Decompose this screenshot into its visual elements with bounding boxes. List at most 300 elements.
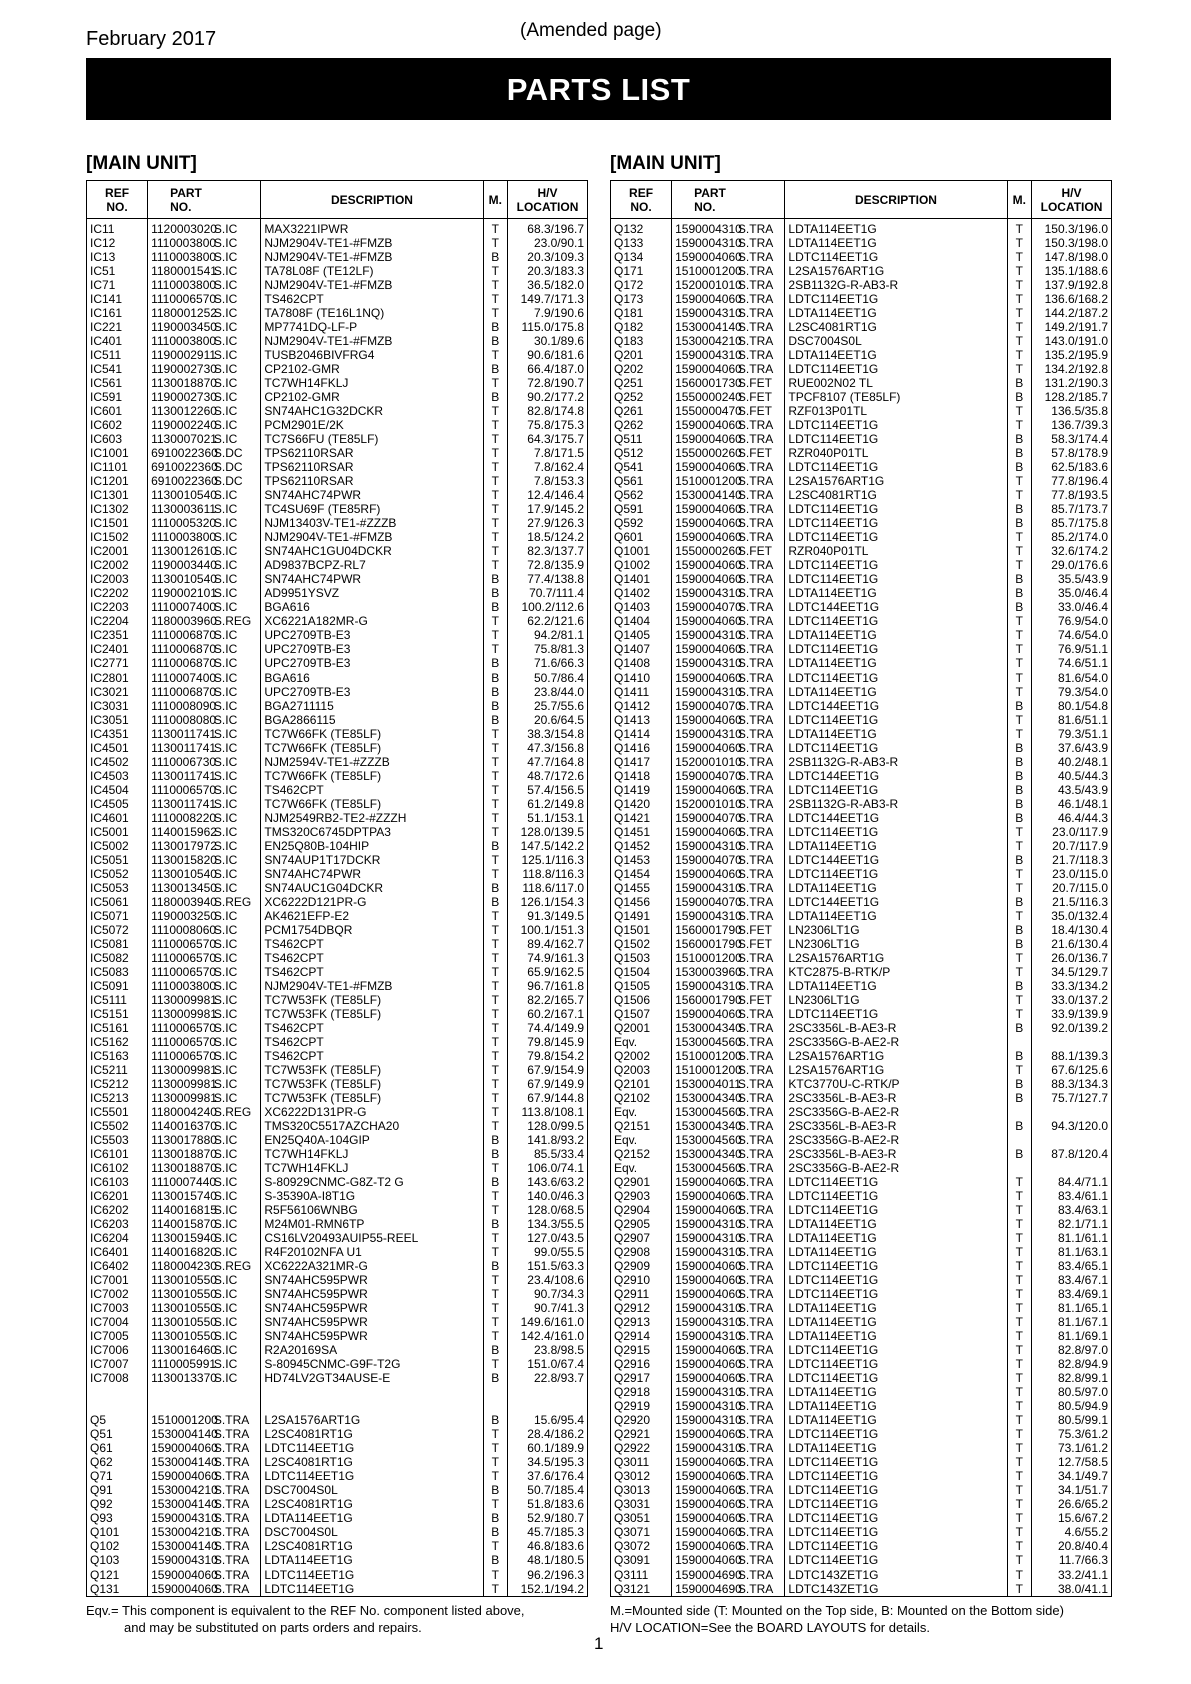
cell-loc: 81.6/54.0 [1032, 671, 1112, 685]
cell-loc: 60.1/189.9 [508, 1441, 588, 1455]
table-row [87, 1077, 588, 1091]
cell-part: 1590004060 [672, 1273, 735, 1287]
table-row [87, 404, 588, 418]
cell-part: 1110007440 [148, 1175, 211, 1189]
cell-m: T [483, 278, 507, 292]
cell-desc: LDTA114EET1G [785, 881, 1007, 895]
table-row [611, 1245, 1112, 1259]
cell-part: 1190003450 [148, 320, 211, 334]
cell-ref: IC7003 [87, 1301, 148, 1315]
cell-loc: 81.6/51.1 [1032, 713, 1112, 727]
cell-part: 1530004340 [672, 1021, 735, 1035]
table-row [87, 656, 588, 670]
table-row [87, 881, 588, 895]
cell-part: 1590004070 [672, 699, 735, 713]
cell-loc: 82.8/97.0 [1032, 1343, 1112, 1357]
eqv-note [86, 1602, 525, 1636]
cell-desc: LDTC114EET1G [785, 1469, 1007, 1483]
cell-part: 1590004060 [672, 1497, 735, 1511]
cell-part: 1110006570 [148, 937, 211, 951]
cell-desc: DSC7004S0L [261, 1525, 483, 1539]
cell-ref: Q1416 [611, 741, 672, 755]
table-row [611, 586, 1112, 600]
cell-desc: TC7WH14FKLJ [261, 376, 483, 390]
table-row [87, 671, 588, 685]
cell-loc: 82.3/137.7 [508, 544, 588, 558]
cell-type: S.IC [211, 671, 261, 685]
cell-part: 1180004230 [148, 1259, 211, 1273]
cell-desc: LDTC114EET1G [785, 558, 1007, 572]
cell-part: 1590004060 [672, 1189, 735, 1203]
cell-loc: 40.2/48.1 [1032, 755, 1112, 769]
table-row [87, 1343, 588, 1357]
cell-m: T [483, 993, 507, 1007]
cell-loc: 82.1/71.1 [1032, 1217, 1112, 1231]
cell-part: 1590004070 [672, 895, 735, 909]
cell-desc: TC7W66FK (TE85LF) [261, 741, 483, 755]
cell-ref: Q1507 [611, 1007, 672, 1021]
cell-type: S.TRA [735, 909, 785, 923]
cell-ref: IC2002 [87, 558, 148, 572]
cell-loc: 83.4/61.1 [1032, 1189, 1112, 1203]
cell-desc: LDTC144EET1G [785, 699, 1007, 713]
cell-ref: IC2003 [87, 572, 148, 586]
cell-loc: 75.7/127.7 [1032, 1091, 1112, 1105]
cell-type: S.TRA [211, 1511, 261, 1525]
cell-m: B [1007, 783, 1031, 797]
cell-part: 1590004310 [672, 1315, 735, 1329]
cell-part: 1590004060 [148, 1568, 211, 1582]
cell-loc: 74.6/51.1 [1032, 656, 1112, 670]
table-row [611, 488, 1112, 502]
cell-type: S.TRA [735, 236, 785, 250]
cell-part: 1510001200 [672, 1063, 735, 1077]
cell-desc: TC7S66FU (TE85LF) [261, 432, 483, 446]
cell-type: S.FET [735, 993, 785, 1007]
cell-part: 1130013370 [148, 1371, 211, 1385]
cell-part: 1590004060 [672, 1343, 735, 1357]
table-row [611, 965, 1112, 979]
cell-ref: IC7007 [87, 1357, 148, 1371]
table-row [611, 362, 1112, 376]
cell-desc: XC6222D131PR-G [261, 1105, 483, 1119]
cell-loc: 7.8/171.5 [508, 446, 588, 460]
table-row [611, 320, 1112, 334]
cell-m: B [483, 1511, 507, 1525]
cell-part: 1110008080 [148, 713, 211, 727]
cell-loc: 25.7/55.6 [508, 699, 588, 713]
table-row [611, 264, 1112, 278]
cell-part: 1130010550 [148, 1329, 211, 1343]
cell-m: B [1007, 923, 1031, 937]
cell-part: 1130009981 [148, 1063, 211, 1077]
cell-m: T [1007, 264, 1031, 278]
cell-part: 1590004060 [672, 741, 735, 755]
cell-part: 1190003250 [148, 909, 211, 923]
cell-type: S.TRA [735, 1582, 785, 1597]
cell-desc: NJM2904V-TE1-#FMZB [261, 236, 483, 250]
cell-part: 1590004310 [672, 979, 735, 993]
cell-m: T [483, 811, 507, 825]
cell-ref: IC5213 [87, 1091, 148, 1105]
cell-m: B [483, 881, 507, 895]
cell-part: 1590004060 [672, 502, 735, 516]
cell-type: S.REG [211, 1105, 261, 1119]
cell-desc: LDTA114EET1G [261, 1511, 483, 1525]
table-row [87, 1119, 588, 1133]
cell-loc: 142.4/161.0 [508, 1329, 588, 1343]
cell-part: 1590004310 [672, 219, 735, 237]
cell-ref: Eqv. [611, 1105, 672, 1119]
eqv-note-line2: and may be substituted on parts orders and repairs. [124, 1620, 422, 1635]
cell-part: 1530004140 [672, 320, 735, 334]
table-row [611, 1427, 1112, 1441]
cell-loc: 83.4/69.1 [1032, 1287, 1112, 1301]
table-row [611, 1329, 1112, 1343]
cell-loc: 33.2/41.1 [1032, 1568, 1112, 1582]
table-row [611, 1147, 1112, 1161]
cell-m: T [1007, 530, 1031, 544]
table-row [611, 1483, 1112, 1497]
cell-m: T [1007, 1511, 1031, 1525]
cell-desc: LDTC114EET1G [785, 1427, 1007, 1441]
table-row [611, 909, 1112, 923]
table-row [611, 1203, 1112, 1217]
cell-ref: Q92 [87, 1497, 148, 1511]
cell-type: S.TRA [735, 572, 785, 586]
cell-ref: IC5211 [87, 1063, 148, 1077]
cell-ref: Q561 [611, 474, 672, 488]
cell-m: T [1007, 1483, 1031, 1497]
table-row [611, 1231, 1112, 1245]
table-row [87, 642, 588, 656]
cell-loc: 118.6/117.0 [508, 881, 588, 895]
cell-m: T [483, 979, 507, 993]
cell-loc: 149.6/161.0 [508, 1315, 588, 1329]
cell-type: S.TRA [735, 306, 785, 320]
cell-m: B [483, 656, 507, 670]
cell-loc: 46.8/183.6 [508, 1539, 588, 1553]
cell-loc: 82.2/165.7 [508, 993, 588, 1007]
cell-type: S.FET [735, 446, 785, 460]
cell-ref: IC1302 [87, 502, 148, 516]
cell-ref: Q2909 [611, 1259, 672, 1273]
cell-part: 1180001252 [148, 306, 211, 320]
table-row [87, 1357, 588, 1371]
cell-loc: 74.4/149.9 [508, 1021, 588, 1035]
cell-loc: 33.0/46.4 [1032, 600, 1112, 614]
cell-loc: 70.7/111.4 [508, 586, 588, 600]
cell-ref: IC591 [87, 390, 148, 404]
cell-loc: 88.1/139.3 [1032, 1049, 1112, 1063]
cell-m: T [483, 1189, 507, 1203]
cell-ref: IC561 [87, 376, 148, 390]
cell-desc: LDTC114EET1G [785, 1525, 1007, 1539]
table-row [87, 839, 588, 853]
cell-loc: 40.5/44.3 [1032, 769, 1112, 783]
cell-m: T [1007, 685, 1031, 699]
cell-type: S.IC [211, 1371, 261, 1385]
cell-m: T [1007, 1455, 1031, 1469]
cell-m: T [483, 755, 507, 769]
cell-ref: Q3051 [611, 1511, 672, 1525]
cell-part: 1590004060 [148, 1441, 211, 1455]
table-row [87, 278, 588, 292]
cell-type: S.TRA [735, 362, 785, 376]
cell-loc: 150.3/198.0 [1032, 236, 1112, 250]
cell-ref: IC5503 [87, 1133, 148, 1147]
cell-type: S.IC [211, 853, 261, 867]
cell-m: B [1007, 586, 1031, 600]
cell-desc: TPS62110RSAR [261, 446, 483, 460]
cell-desc: LDTC114EET1G [785, 1455, 1007, 1469]
cell-desc: SN74AHC74PWR [261, 572, 483, 586]
cell-ref: IC5212 [87, 1077, 148, 1091]
table-row [87, 713, 588, 727]
cell-desc: 2SC3356L-B-AE3-R [785, 1147, 1007, 1161]
cell-m: T [483, 1077, 507, 1091]
cell-type: S.IC [211, 1357, 261, 1371]
cell-desc: S-80945CNMC-G9F-T2G [261, 1357, 483, 1371]
cell-loc: 141.8/93.2 [508, 1133, 588, 1147]
cell-loc: 150.3/196.0 [1032, 219, 1112, 237]
table-row [611, 1217, 1112, 1231]
cell-m: T [483, 558, 507, 572]
table-row [611, 656, 1112, 670]
cell-ref: IC5052 [87, 867, 148, 881]
cell-loc: 30.1/89.6 [508, 334, 588, 348]
cell-part: 1110003800 [148, 278, 211, 292]
cell-part: 1130010550 [148, 1273, 211, 1287]
cell-m [1007, 1035, 1031, 1049]
cell-ref: IC2351 [87, 628, 148, 642]
cell-ref: IC2204 [87, 614, 148, 628]
cell-ref: Q591 [611, 502, 672, 516]
cell-part: 1110007400 [148, 600, 211, 614]
cell-part: 1110006570 [148, 951, 211, 965]
cell-part: 1180003960 [148, 614, 211, 628]
cell-loc: 100.1/151.3 [508, 923, 588, 937]
cell-part: 1590004060 [672, 642, 735, 656]
table-row [87, 1189, 588, 1203]
cell-type: S.IC [211, 797, 261, 811]
cell-type: S.TRA [211, 1441, 261, 1455]
table-row [87, 446, 588, 460]
cell-loc: 20.3/109.3 [508, 250, 588, 264]
cell-type: S.FET [735, 544, 785, 558]
cell-m: T [1007, 1385, 1031, 1399]
cell-loc: 51.1/153.1 [508, 811, 588, 825]
cell-part: 1590004060 [672, 1427, 735, 1441]
page-number: 1 [594, 1634, 604, 1653]
cell-part: 1590004310 [672, 1385, 735, 1399]
table-row [87, 219, 588, 237]
cell-ref: Q1408 [611, 656, 672, 670]
cell-part: 1130012260 [148, 404, 211, 418]
cell-loc: 88.3/134.3 [1032, 1077, 1112, 1091]
cell-ref: IC1301 [87, 488, 148, 502]
cell-desc: L2SA1576ART1G [785, 1063, 1007, 1077]
cell-loc: 83.4/63.1 [1032, 1203, 1112, 1217]
cell-ref: IC13 [87, 250, 148, 264]
cell-loc: 143.6/63.2 [508, 1175, 588, 1189]
cell-loc: 27.9/126.3 [508, 516, 588, 530]
cell-type: S.IC [211, 1133, 261, 1147]
cell-type: S.TRA [735, 867, 785, 881]
cell-loc: 149.2/191.7 [1032, 320, 1112, 334]
cell-m: T [483, 769, 507, 783]
cell-type: S.IC [211, 376, 261, 390]
table-row [611, 1007, 1112, 1021]
cell-m: B [483, 671, 507, 685]
cell-ref: Q2921 [611, 1427, 672, 1441]
cell-loc: 113.8/108.1 [508, 1105, 588, 1119]
cell-part: 1130011741 [148, 769, 211, 783]
cell-desc: LDTC114EET1G [785, 516, 1007, 530]
table-row [611, 1105, 1112, 1119]
page-title: PARTS LIST [86, 58, 1111, 120]
cell-loc [508, 1399, 588, 1413]
cell-part: 1590004060 [672, 614, 735, 628]
cell-loc: 115.0/175.8 [508, 320, 588, 334]
cell-loc: 34.5/195.3 [508, 1455, 588, 1469]
cell-desc: AK4621EFP-E2 [261, 909, 483, 923]
cell-type: S.TRA [735, 1553, 785, 1567]
cell-loc: 36.5/182.0 [508, 278, 588, 292]
table-row [87, 264, 588, 278]
table-row [611, 1049, 1112, 1063]
description-header: DESCRIPTION [261, 181, 483, 219]
cell-desc: TC7WH14FKLJ [261, 1161, 483, 1175]
cell-m: T [1007, 656, 1031, 670]
cell-type: S.IC [211, 586, 261, 600]
cell-ref: IC6101 [87, 1147, 148, 1161]
cell-type: S.TRA [735, 502, 785, 516]
cell-m: B [1007, 516, 1031, 530]
cell-loc: 90.7/34.3 [508, 1287, 588, 1301]
cell-part: 1130015820 [148, 853, 211, 867]
cell-desc: PCM2901E/2K [261, 418, 483, 432]
table-row [611, 951, 1112, 965]
cell-m: T [1007, 642, 1031, 656]
cell-part: 1590004060 [672, 1175, 735, 1189]
cell-type: S.IC [211, 572, 261, 586]
cell-desc: LDTA114EET1G [785, 685, 1007, 699]
cell-loc [1032, 1105, 1112, 1119]
cell-ref: IC4351 [87, 727, 148, 741]
cell-type: S.IC [211, 362, 261, 376]
table-row [611, 1021, 1112, 1035]
cell-desc: TPCF8107 (TE85LF) [785, 390, 1007, 404]
table-row [611, 825, 1112, 839]
cell-m [1007, 1161, 1031, 1175]
cell-desc: LDTC114EET1G [785, 502, 1007, 516]
table-row [87, 1483, 588, 1497]
cell-ref: IC5072 [87, 923, 148, 937]
table-row [87, 1021, 588, 1035]
cell-m: T [1007, 544, 1031, 558]
cell-loc: 76.9/51.1 [1032, 642, 1112, 656]
cell-type: S.IC [211, 825, 261, 839]
cell-loc: 33.9/139.9 [1032, 1007, 1112, 1021]
cell-loc: 135.2/195.9 [1032, 348, 1112, 362]
cell-m: B [483, 1413, 507, 1427]
table-row [87, 474, 588, 488]
cell-desc: TS462CPT [261, 965, 483, 979]
cell-m: T [483, 797, 507, 811]
cell-ref: Q511 [611, 432, 672, 446]
cell-loc: 149.7/171.3 [508, 292, 588, 306]
cell-m: T [483, 1287, 507, 1301]
mounted-side-note: M.=Mounted side (T: Mounted on the Top side, B: Mounted on the Bottom side) [610, 1603, 1064, 1618]
cell-type: S.IC [211, 937, 261, 951]
table-row [87, 572, 588, 586]
cell-desc: LDTC114EET1G [785, 1357, 1007, 1371]
left-table-body [87, 219, 588, 1597]
cell-desc: 2SB1132G-R-AB3-R [785, 278, 1007, 292]
table-row [87, 853, 588, 867]
cell-part: 1110006570 [148, 965, 211, 979]
cell-m: T [483, 460, 507, 474]
cell-part: 6910022360 [148, 474, 211, 488]
cell-m: T [483, 544, 507, 558]
cell-ref: Q181 [611, 306, 672, 320]
cell-ref: Q2915 [611, 1343, 672, 1357]
cell-m: T [483, 219, 507, 237]
table-row [87, 1455, 588, 1469]
cell-loc: 23.0/90.1 [508, 236, 588, 250]
cell-m: B [483, 1217, 507, 1231]
cell-type: S.IC [211, 1245, 261, 1259]
cell-type: S.TRA [735, 1343, 785, 1357]
cell-ref: Q592 [611, 516, 672, 530]
cell-part: 1530004340 [672, 1091, 735, 1105]
cell-loc: 38.3/154.8 [508, 727, 588, 741]
table-row [611, 334, 1112, 348]
cell-m: B [1007, 432, 1031, 446]
cell-ref: Q3012 [611, 1469, 672, 1483]
cell-part: 1590004690 [672, 1582, 735, 1597]
cell-part: 1590004310 [672, 839, 735, 853]
table-row [611, 979, 1112, 993]
cell-desc: R4F20102NFA U1 [261, 1245, 483, 1259]
cell-type: S.TRA [735, 741, 785, 755]
cell-desc: DSC7004S0L [785, 334, 1007, 348]
cell-desc: TS462CPT [261, 1021, 483, 1035]
cell-loc: 12.4/146.4 [508, 488, 588, 502]
cell-desc: LDTA114EET1G [785, 979, 1007, 993]
cell-loc: 80.5/99.1 [1032, 1413, 1112, 1427]
cell-loc: 12.7/58.5 [1032, 1455, 1112, 1469]
right-parts-table [610, 180, 1112, 1597]
cell-desc: LDTC114EET1G [785, 418, 1007, 432]
table-row [611, 923, 1112, 937]
cell-ref: IC5161 [87, 1021, 148, 1035]
table-row [87, 1568, 588, 1582]
cell-ref: Q2918 [611, 1385, 672, 1399]
table-row [611, 292, 1112, 306]
cell-ref: Q3121 [611, 1582, 672, 1597]
cell-m: B [1007, 769, 1031, 783]
cell-loc: 37.6/176.4 [508, 1469, 588, 1483]
cell-ref: Q182 [611, 320, 672, 334]
cell-part: 1110006870 [148, 656, 211, 670]
cell-ref: Q2907 [611, 1231, 672, 1245]
cell-ref: Q1414 [611, 727, 672, 741]
cell-desc: LDTA114EET1G [785, 1301, 1007, 1315]
cell-ref: Q3031 [611, 1497, 672, 1511]
cell-type: S.TRA [735, 1161, 785, 1175]
